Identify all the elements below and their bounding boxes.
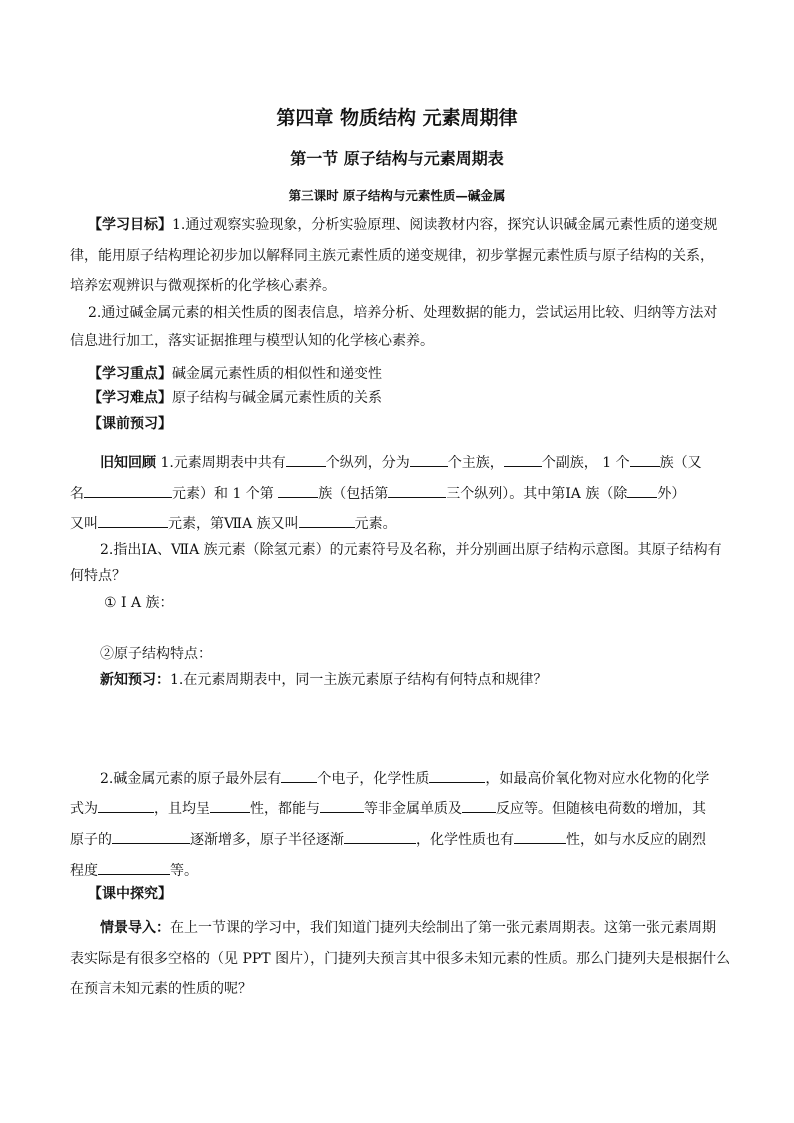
scene-line-2: 表实际是有很多空格的（见 PPT 图片），门捷列夫预言其中很多未知元素的性质。那么门捷列夫是根据什么 xyxy=(70,951,731,967)
fill-blank[interactable] xyxy=(98,513,168,528)
review-line-5: 何特点？ xyxy=(70,568,126,584)
fill-blank[interactable] xyxy=(98,798,154,813)
fill-blank[interactable] xyxy=(320,798,364,813)
fill-blank[interactable] xyxy=(278,483,318,498)
review-line-3: 又叫 元素，第ⅦA 族又叫 元素。 xyxy=(70,513,397,534)
section-title: 第一节 原子结构与元素周期表 xyxy=(290,149,504,168)
review-item-2: ②原子结构特点： xyxy=(100,646,212,662)
newknow-line-4: 原子的 逐渐增多，原子半径逐渐 ，化学性质也有 性，如与水反应的剧烈 xyxy=(70,829,706,850)
goals-line-1: 【学习目标】1.通过观察实验现象，分析实验原理、阅读教材内容，探究认识碱金属元素性质的递变规 xyxy=(88,217,718,233)
scene-line-3: 在预言未知元素的性质的呢？ xyxy=(70,981,252,997)
fill-blank[interactable] xyxy=(627,483,657,498)
review-line-2: 名 元素）和 1 个第 族（包括第 三个纵列）。其中第ⅠA 族（除 外） xyxy=(70,483,685,504)
fill-blank[interactable] xyxy=(286,452,326,467)
goals-label: 【学习目标】 xyxy=(88,217,172,233)
fill-blank[interactable] xyxy=(410,452,448,467)
newknow-line-5: 程度 等。 xyxy=(70,860,198,881)
fill-blank[interactable] xyxy=(630,452,660,467)
newknow-line-2: 2.碱金属元素的原子最外层有 个电子，化学性质 ，如最高价氧化物对应水化物的化学 xyxy=(100,768,709,789)
review-item-1: ① I A 族： xyxy=(104,595,174,611)
fill-blank[interactable] xyxy=(84,483,172,498)
fill-blank[interactable] xyxy=(344,829,416,844)
newknow-line-3: 式为 ，且均呈 性，都能与 等非金属单质及 反应等。但随核电荷数的增加，其 xyxy=(70,798,706,819)
fill-blank[interactable] xyxy=(504,452,542,467)
scene-line-1: 情景导入：在上一节课的学习中，我们知道门捷列夫绘制出了第一张元素周期表。这第一张元素周期 xyxy=(100,920,716,936)
difficulty-point: 【学习难点】原子结构与碱金属元素性质的关系 xyxy=(88,390,382,406)
fill-blank[interactable] xyxy=(514,829,566,844)
fill-blank[interactable] xyxy=(299,513,355,528)
fill-blank[interactable] xyxy=(210,798,250,813)
goals-line-4: 2.通过碱金属元素的相关性质的图表信息，培养分析、处理数据的能力，尝试运用比较、归纳等方法对 xyxy=(88,305,718,321)
goals-line-2: 律，能用原子结构理论初步加以解释同主族元素性质的递变规律，初步掌握元素性质与原子结构的关系， xyxy=(70,248,714,264)
lesson-title: 第三课时 原子结构与元素性质—碱金属 xyxy=(288,188,506,203)
preview-heading: 【课前预习】 xyxy=(88,416,172,432)
key-point: 【学习重点】碱金属元素性质的相似性和递变性 xyxy=(88,366,382,382)
newknow-line-1: 新知预习：1.在元素周期表中，同一主族元素原子结构有何特点和规律？ xyxy=(100,672,548,688)
inclass-heading: 【课中探究】 xyxy=(88,886,172,902)
review-line-1: 旧知回顾 1.元素周期表中共有 个纵列，分为 个主族， 个副族， 1 个 族（又 xyxy=(100,452,702,473)
goals-line-5: 信息进行加工，落实证据推理与模型认知的化学核心素养。 xyxy=(70,333,434,349)
chapter-title: 第四章 物质结构 元素周期律 xyxy=(276,107,518,129)
fill-blank[interactable] xyxy=(112,829,190,844)
review-line-4: 2.指出ⅠA、ⅦA 族元素（除氢元素）的元素符号及名称，并分别画出原子结构示意图。其原子结构有 xyxy=(100,542,722,558)
goals-line-3: 培养宏观辨识与微观探析的化学核心素养。 xyxy=(70,278,336,294)
fill-blank[interactable] xyxy=(388,483,446,498)
fill-blank[interactable] xyxy=(462,798,496,813)
fill-blank[interactable] xyxy=(429,768,485,783)
fill-blank[interactable] xyxy=(281,768,317,783)
fill-blank[interactable] xyxy=(98,860,170,875)
